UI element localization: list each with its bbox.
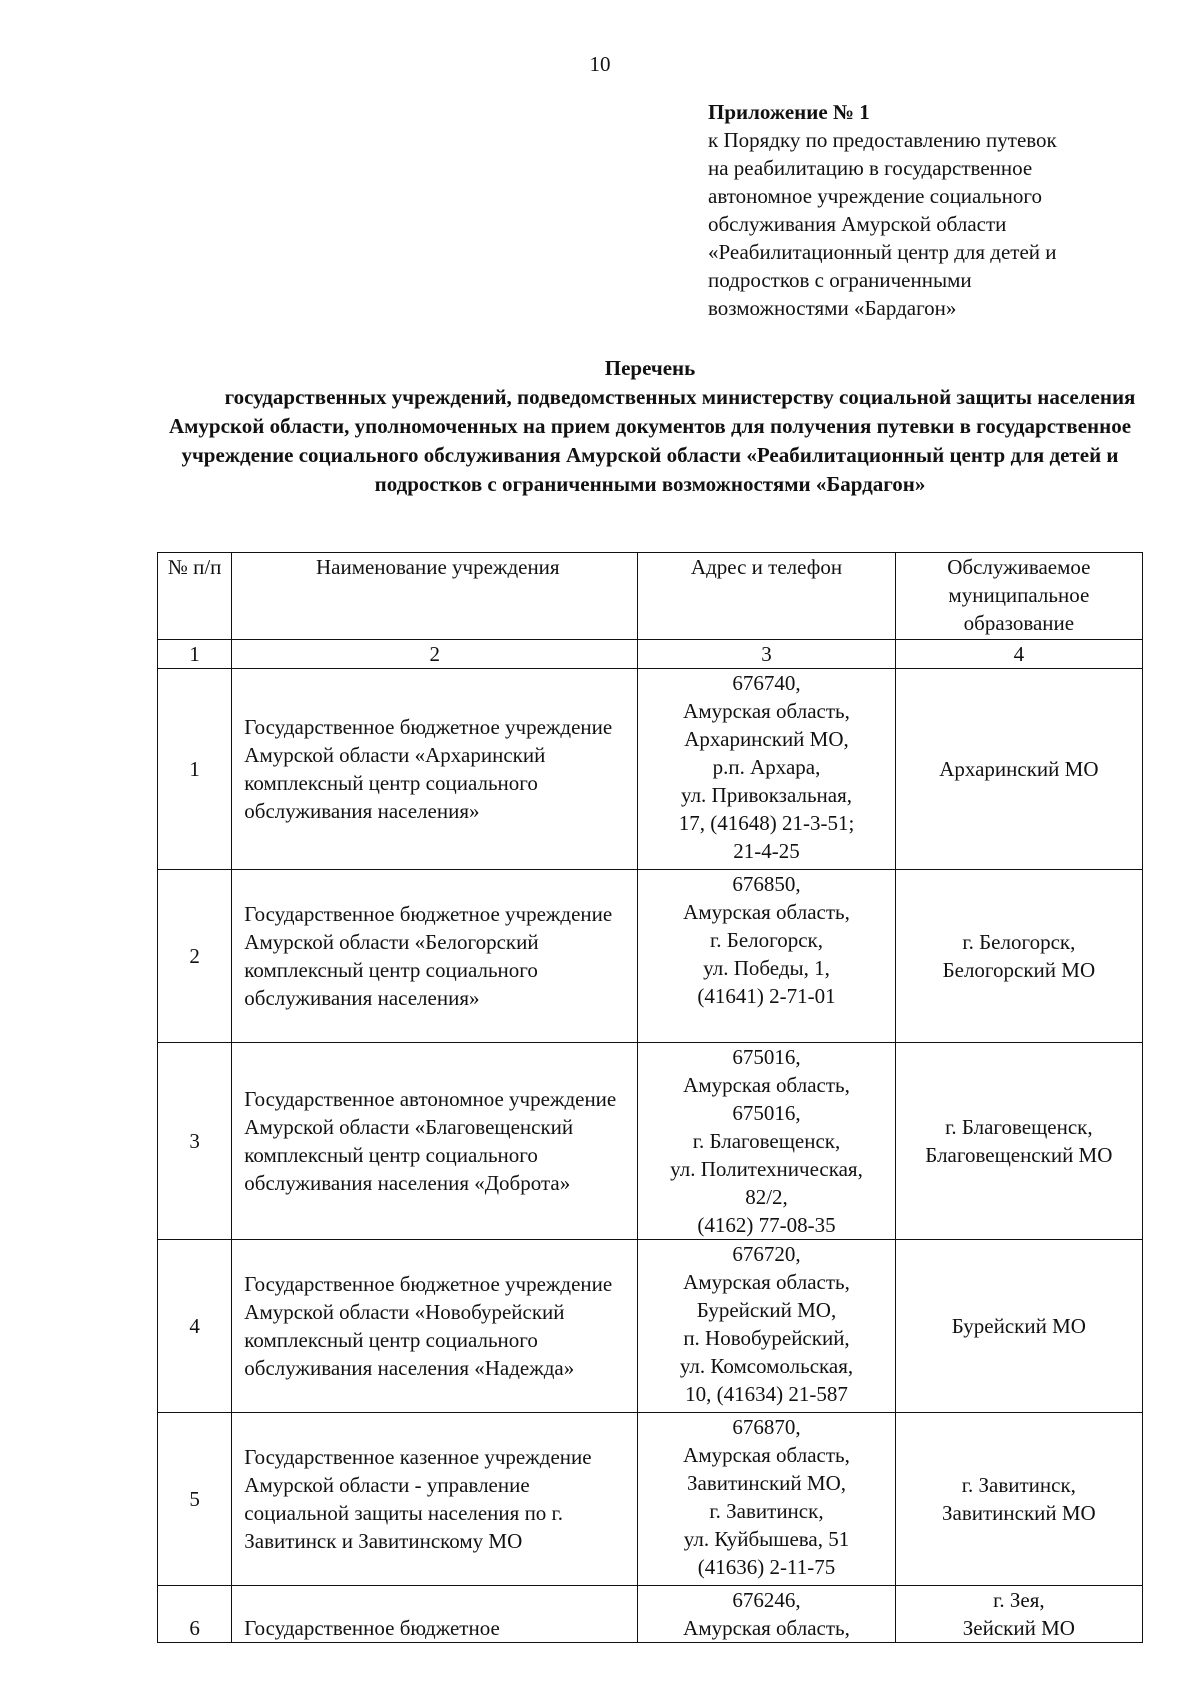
- area-line: г. Зея,: [993, 1588, 1045, 1612]
- address-line: (4162) 77-08-35: [697, 1213, 836, 1237]
- served-area: [895, 1586, 1142, 1643]
- address-line: п. Новобурейский,: [683, 1326, 850, 1350]
- address-line: 675016,: [732, 1101, 801, 1125]
- table-row: [158, 1413, 1143, 1586]
- list-description: государственных учреждений, подведомственных министерству социальной защиты населения Амурской области, уполномоченных на прием документов для получения путевки в государственное учреждение социального обслуживания Амурской области «Реабилитационный центр для детей и подростков с ограниченными возможностями «Бардагон»: [168, 385, 1136, 496]
- page-number: 10: [589, 52, 611, 76]
- row-number: 4: [158, 1240, 232, 1413]
- address-line: 10, (41634) 21-587: [685, 1382, 848, 1406]
- institution-name: Государственное бюджетное: [232, 1586, 638, 1643]
- institution-address: [638, 1413, 895, 1586]
- institution-address: [638, 1240, 895, 1413]
- appendix-line: обслуживания Амурской области: [708, 212, 1007, 236]
- table-row: [158, 669, 1143, 870]
- table-row: [158, 1043, 1143, 1240]
- address-line: Амурская область,: [683, 1616, 850, 1640]
- institution-address: [638, 1586, 895, 1643]
- address-line: Амурская область,: [683, 1270, 850, 1294]
- address-line: 676740,: [732, 671, 801, 695]
- served-area: [895, 1413, 1142, 1586]
- row-number: 6: [158, 1586, 232, 1643]
- area-line: Благовещенский МО: [925, 1143, 1113, 1167]
- area-line: Белогорский МО: [942, 958, 1096, 982]
- list-title: [150, 354, 1150, 499]
- area-line: Архаринский МО: [939, 757, 1099, 781]
- table-header-row: [158, 553, 1143, 640]
- address-line: 82/2,: [745, 1185, 788, 1209]
- served-area: [895, 669, 1142, 870]
- institution-address: [638, 870, 895, 1043]
- appendix-line: возможностями «Бардагон»: [708, 296, 957, 320]
- appendix-line: «Реабилитационный центр для детей и: [708, 240, 1057, 264]
- address-line: 675016,: [732, 1045, 801, 1069]
- address-line: Завитинский МО,: [687, 1471, 846, 1495]
- appendix-block: [708, 98, 1148, 322]
- area-line: г. Благовещенск,: [945, 1115, 1093, 1139]
- address-line: 21-4-25: [733, 839, 800, 863]
- header-address: Адрес и телефон: [638, 553, 895, 640]
- address-line: 676720,: [732, 1242, 801, 1266]
- appendix-line: автономное учреждение социального: [708, 184, 1042, 208]
- area-line: г. Завитинск,: [961, 1473, 1076, 1497]
- list-heading: Перечень: [604, 356, 696, 380]
- row-number: 5: [158, 1413, 232, 1586]
- address-line: Амурская область,: [683, 1073, 850, 1097]
- address-line: Амурская область,: [683, 1443, 850, 1467]
- address-line: 676850,: [732, 872, 801, 896]
- address-line: 676246,: [732, 1588, 801, 1612]
- address-line: ул. Привокзальная,: [681, 783, 852, 807]
- address-line: ул. Победы, 1,: [703, 956, 830, 980]
- table-row: [158, 870, 1143, 1043]
- appendix-line: к Порядку по предоставлению путевок: [708, 128, 1057, 152]
- address-line: 17, (41648) 21-3-51;: [678, 811, 855, 835]
- address-line: ул. Куйбышева, 51: [683, 1527, 850, 1551]
- column-number: 2: [232, 640, 638, 669]
- address-line: (41636) 2-11-75: [697, 1555, 836, 1579]
- column-number: 3: [638, 640, 895, 669]
- address-line: Амурская область,: [683, 900, 850, 924]
- column-numbers-row: [158, 640, 1143, 669]
- row-number: 1: [158, 669, 232, 870]
- table-row: [158, 1240, 1143, 1413]
- address-line: г. Белогорск,: [710, 928, 823, 952]
- address-line: ул. Комсомольская,: [679, 1354, 854, 1378]
- area-line: г. Белогорск,: [962, 930, 1076, 954]
- column-number: 4: [895, 640, 1142, 669]
- appendix-line: подростков с ограниченными: [708, 268, 972, 292]
- area-line: Бурейский МО: [951, 1314, 1086, 1338]
- address-line: 676870,: [732, 1415, 801, 1439]
- header-area: Обслуживаемое муниципальное образование: [895, 553, 1142, 640]
- institution-address: [638, 1043, 895, 1240]
- institution-name: Государственное автономное учреждение Амурской области «Благовещенский комплексный центр социального обслуживания населения «Доброта»: [232, 1043, 638, 1240]
- appendix-line: на реабилитацию в государственное: [708, 156, 1033, 180]
- institutions-table: [157, 552, 1143, 1643]
- address-line: г. Благовещенск,: [692, 1129, 841, 1153]
- area-line: Завитинский МО: [941, 1501, 1096, 1525]
- institution-name: Государственное бюджетное учреждение Амурской области «Новобурейский комплексный центр социального обслуживания населения «Надежда»: [232, 1240, 638, 1413]
- institution-name: Государственное казенное учреждение Амурской области - управление социальной защиты населения по г. Завитинск и Завитинскому МО: [232, 1413, 638, 1586]
- served-area: [895, 870, 1142, 1043]
- address-line: Архаринский МО,: [684, 727, 849, 751]
- served-area: [895, 1240, 1142, 1413]
- served-area: [895, 1043, 1142, 1240]
- institution-address: [638, 669, 895, 870]
- address-line: Бурейский МО,: [696, 1298, 837, 1322]
- header-num: № п/п: [158, 553, 232, 640]
- appendix-title: Приложение № 1: [708, 100, 870, 124]
- address-line: (41641) 2-71-01: [697, 984, 836, 1008]
- row-number: 3: [158, 1043, 232, 1240]
- row-number: 2: [158, 870, 232, 1043]
- table-row: [158, 1586, 1143, 1643]
- header-name: Наименование учреждения: [232, 553, 638, 640]
- address-line: г. Завитинск,: [709, 1499, 824, 1523]
- address-line: ул. Политехническая,: [670, 1157, 863, 1181]
- address-line: р.п. Архара,: [712, 755, 821, 779]
- institution-name: Государственное бюджетное учреждение Амурской области «Белогорский комплексный центр социального обслуживания населения»: [232, 870, 638, 1043]
- area-line: Зейский МО: [962, 1616, 1075, 1640]
- column-number: 1: [158, 640, 232, 669]
- institution-name: Государственное бюджетное учреждение Амурской области «Архаринский комплексный центр социального обслуживания населения»: [232, 669, 638, 870]
- address-line: Амурская область,: [683, 699, 850, 723]
